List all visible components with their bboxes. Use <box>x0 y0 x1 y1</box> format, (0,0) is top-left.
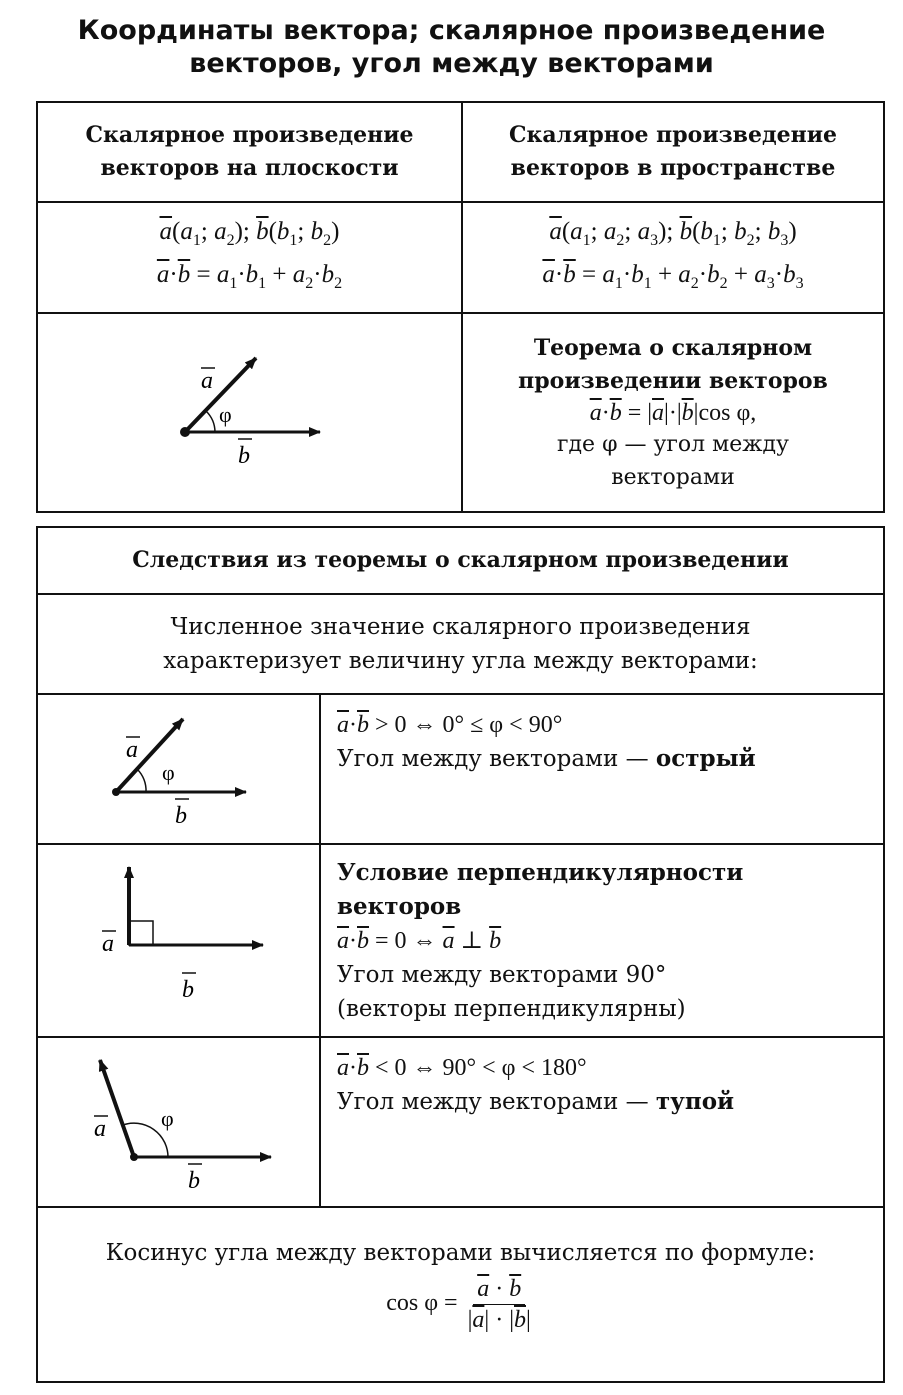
consequences-header-text: Следствия из теоремы о скалярном произведении <box>132 547 789 573</box>
perp-text-line-2: (векторы перпендикулярны) <box>337 995 686 1022</box>
dot-product-table <box>36 101 885 513</box>
theorem-cell <box>463 314 883 511</box>
header-plane <box>38 103 461 201</box>
acute-text <box>337 742 756 776</box>
cos-label: cos <box>386 1290 419 1317</box>
perp-formula: $\overline{a}\cdot\overline{b} = 0$ ⇔ $\overline{a}$ ⊥ $\overline{b}$ <box>337 927 502 954</box>
acute-text-bold: острый <box>655 745 756 772</box>
angle-arc <box>206 411 215 432</box>
right-angle-diagram <box>38 845 319 1036</box>
header-plane-line-2: векторов на плоскости <box>100 155 399 181</box>
intro-line-2: характеризует величину угла между векторами: <box>163 648 758 674</box>
perp-label-b: b <box>182 977 194 1003</box>
acute-origin <box>112 788 120 796</box>
obtuse-formula: $\overline{a}\cdot\overline{b} < 0$ ⇔ 90° < φ < 180° <box>337 1055 587 1081</box>
plane-dot-product: $\overline{a}\cdot\overline{b} = a_1\cdot b_1 + a_2\cdot b_2$ <box>156 260 343 292</box>
theorem-where-line-2: векторами <box>611 464 735 490</box>
obtuse-description <box>321 1038 883 1206</box>
title-line-1: Координаты вектора; скалярное произведение <box>77 15 826 46</box>
theorem-where-line-1: где φ — угол между <box>556 431 790 457</box>
obtuse-vector-a <box>100 1060 134 1157</box>
obtuse-label-b: b <box>188 1168 200 1194</box>
cosine-denominator: $|\overline{a}| \cdot |\overline{b}|$ <box>467 1307 531 1333</box>
obtuse-formula-text: < 0 ⇔ 90° < φ < 180° <box>375 1055 587 1081</box>
acute-label-a: a <box>126 737 138 763</box>
header-space <box>463 103 883 201</box>
angle-diagram <box>38 314 461 511</box>
acute-label-b: b <box>175 803 187 829</box>
right-angle-mark <box>129 921 153 945</box>
page-title <box>0 14 903 80</box>
perp-text-line-1: Угол между векторами 90° <box>337 961 667 988</box>
origin-point <box>180 427 190 437</box>
perp-title-line-1: Условие перпендикулярности <box>337 858 744 886</box>
title-line-2: векторов, угол между векторами <box>189 48 714 79</box>
consequences-header <box>38 528 883 593</box>
consequences-table <box>36 526 885 1383</box>
intro-line-1: Численное значение скалярного произведения <box>170 614 751 640</box>
acute-formula-text: > 0 ⇔ 0° ≤ φ < 90° <box>375 712 563 738</box>
cosine-cell <box>38 1208 883 1381</box>
obtuse-text <box>337 1085 734 1119</box>
perp-label-a: a <box>102 931 114 957</box>
obtuse-angle-diagram <box>38 1038 319 1206</box>
acute-text-plain: Угол между векторами — <box>337 746 656 772</box>
label-b: b <box>238 443 250 469</box>
label-a: a <box>201 368 213 394</box>
header-space-line-1: Скалярное произведение <box>508 122 838 148</box>
header-plane-line-1: Скалярное произведение <box>85 122 414 148</box>
space-dot-product: $\overline{a}\cdot\overline{b} = a_1\cdot b_1 + a_2\cdot b_2 + a_3\cdot b_3$ <box>542 260 804 292</box>
acute-label-phi: φ <box>162 760 175 785</box>
header-space-line-2: векторов в пространстве <box>510 155 836 181</box>
acute-description <box>321 695 883 843</box>
cosine-numerator: $\overline{a} \cdot \overline{b}$ <box>473 1274 525 1305</box>
obtuse-text-plain: Угол между векторами — <box>337 1089 656 1115</box>
perp-title-line-2: векторов <box>337 892 462 920</box>
cosine-text: Косинус угла между векторами вычисляется по формуле: <box>105 1240 816 1266</box>
acute-angle-diagram <box>38 695 319 843</box>
plane-coordinates: $\overline{a}(a_1$; $a_2$); $\overline{b}(b_1$; $b_2$) <box>159 217 340 249</box>
plane-formula <box>38 203 461 312</box>
space-coordinates: $\overline{a}(a_1$; $a_2$; $a_3$); $\overline{b}(b_1$; $b_2$; $b_3$) <box>549 217 797 249</box>
theorem-title-line-1: Теорема о скалярном <box>533 334 813 361</box>
perp-description <box>321 845 883 1036</box>
cosine-formula: cos φ = $\frac{\overline{a} \cdot \overline{b}}{|\overline{a}| \cdot |\overline{b}|}$ <box>386 1274 535 1335</box>
obtuse-label-phi: φ <box>161 1106 174 1131</box>
obtuse-label-a: a <box>94 1116 106 1142</box>
consequences-intro <box>38 595 883 693</box>
acute-angle-arc <box>137 769 146 792</box>
obtuse-text-bold: тупой <box>655 1088 735 1115</box>
space-formula <box>463 203 883 312</box>
theorem-title-line-2: произведении векторов <box>518 367 828 394</box>
acute-formula: $\overline{a}\cdot\overline{b} > 0$ ⇔ 0° ≤ φ < 90° <box>337 712 563 738</box>
theorem-formula: $\overline{a}\cdot\overline{b} = |\overline{a}|\cdot|\overline{b}|\cos$ φ, <box>589 399 757 426</box>
label-phi: φ <box>219 402 232 427</box>
obtuse-origin <box>130 1153 138 1161</box>
cosine-fraction <box>464 1274 535 1335</box>
